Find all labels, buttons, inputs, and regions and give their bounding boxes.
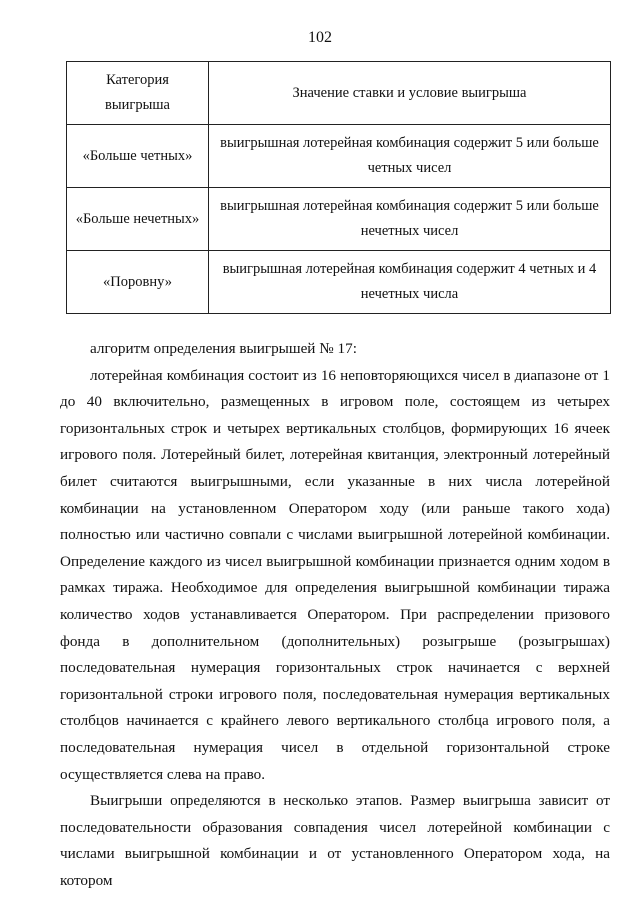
body-text [60,336,610,894]
header-condition: Значение ставки и условие выигрыша [209,62,611,125]
row-condition: выигрышная лотерейная комбинация содержит 5 или больше четных чисел [209,125,611,188]
row-condition: выигрышная лотерейная комбинация содержит 5 или больше нечетных чисел [209,188,611,251]
paragraph-winnings-stages: Выигрыши определяются в несколько этапов. Размер выигрыша зависит от последовательности образования совпадения чисел лотерейной комбинации с числами выигрышной комбинации и от установленного Оператором хода, на котором [60,792,610,889]
page-number: 102 [308,29,332,46]
table-row [67,251,611,314]
paragraph-algorithm-title: алгоритм определения выигрышей № 17: [90,340,357,357]
row-condition: выигрышная лотерейная комбинация содержит 4 четных и 4 нечетных числа [209,251,611,314]
table-row [67,125,611,188]
header-category: Категория выигрыша [67,62,209,125]
row-category: «Больше четных» [67,125,209,188]
row-category: «Поровну» [67,251,209,314]
row-category: «Больше нечетных» [67,188,209,251]
prize-category-table [66,61,611,314]
table-row [67,188,611,251]
table-header-row [67,62,611,125]
paragraph-combination-rules: лотерейная комбинация состоит из 16 неповторяющихся чисел в диапазоне от 1 до 40 включительно, размещенных в игровом поле, состоящем из четырех горизонтальных строк и четырех вертикальных столбцов, формирующих 16 ячеек игрового поля. Лотерейный билет, лотерейная квитанция, электронный лотерейный билет считаются выигрышными, если указанные в них числа лотерейной комбинации на установленном Оператором ходу (или раньше такого хода) полностью или частично совпали с числами выигрышной лотерейной комбинации. Определение каждого из чисел выигрышной комбинации признается одним ходом в рамках тиража. Необходимое для определения выигрышной комбинации тиража количество ходов устанавливается Оператором. При распределении призового фонда в дополнительном (дополнительных) розыгрыше (розыгрышах) последовательная нумерация горизонтальных строк начинается с верхней горизонтальной строки игрового поля, последовательная нумерация вертикальных столбцов начинается с крайнего левого вертикального столбца игрового поля, а последовательная нумерация чисел в отдельной горизонтальной строке осуществляется слева на право. [60,366,610,783]
